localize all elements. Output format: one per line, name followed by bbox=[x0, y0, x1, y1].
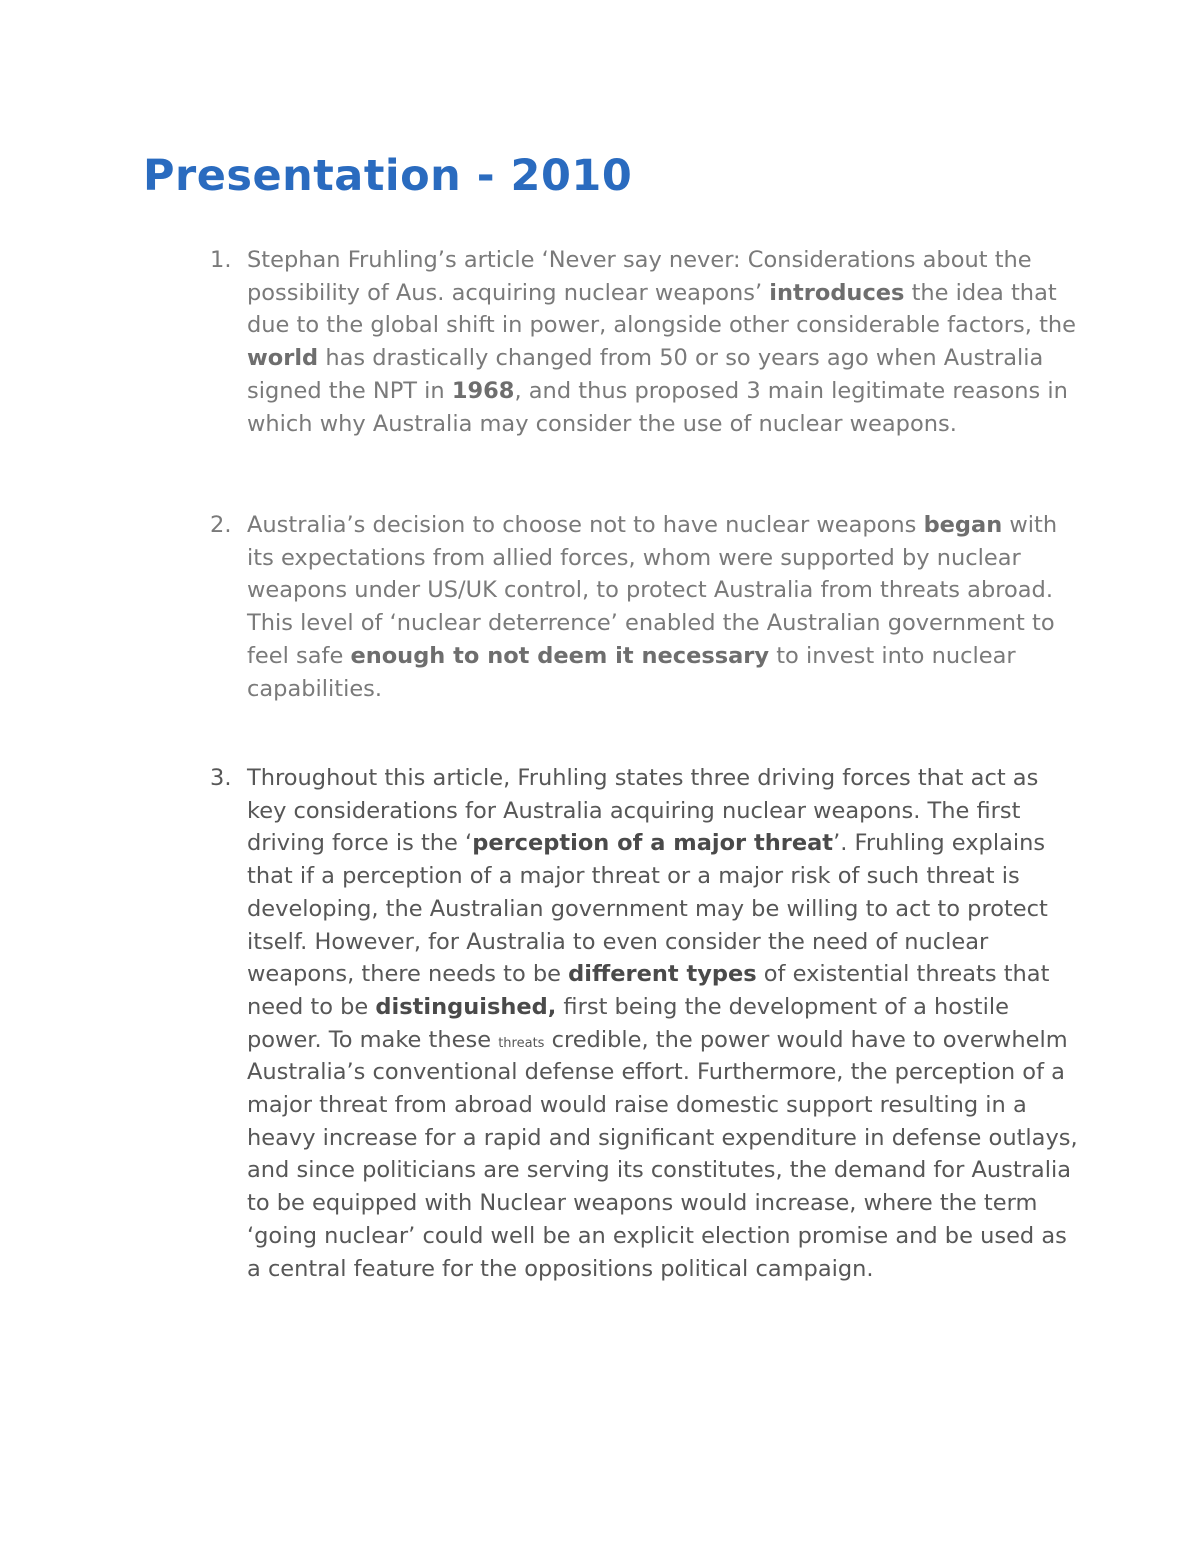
text-run: Throughout this article, Fruhling states three driving forces that act as key considerations for Australia acquiring nuclear weapons. The first driving force is the ‘ bbox=[247, 765, 1039, 857]
list-item-text bbox=[247, 762, 1080, 1285]
list-item-number: 3. bbox=[210, 765, 232, 791]
small-text: threats bbox=[498, 1035, 545, 1051]
bold-phrase: 1968 bbox=[451, 377, 515, 404]
text-run: of existential threats that need to be bbox=[247, 961, 1050, 1020]
text-run: , and thus proposed 3 main legitimate reasons in which why Australia may consider the use of nuclear weapons. bbox=[247, 377, 1068, 437]
list-item bbox=[210, 509, 1080, 705]
list-item-text bbox=[247, 244, 1080, 440]
bold-phrase: began bbox=[923, 512, 1003, 538]
list-item-number: 1. bbox=[210, 247, 232, 273]
bold-phrase: perception of a major threat bbox=[472, 830, 834, 857]
page-title: Presentation - 2010 bbox=[143, 151, 633, 201]
text-run: to invest into nuclear capabilities. bbox=[247, 642, 1016, 702]
bold-phrase: different types bbox=[568, 961, 757, 988]
bold-phrase: introduces bbox=[769, 279, 905, 306]
text-run: the idea that due to the global shift in power, alongside other considerable factors, the bbox=[247, 279, 1076, 339]
text-run: credible, the power would have to overwhelm Australia’s conventional defense effort. Furthermore, the perception of a major threat from abroad would raise domestic support resulting in a heavy increase for a rapid and significant expenditure in defense outlays, and since politicians are serving its constitutes, the demand for Australia to be equipped with Nuclear weapons would increase, where the term ‘going nuclear’ could well be an explicit election promise and be used as a central feature for the oppositions political campaign. bbox=[247, 1026, 1078, 1282]
bold-phrase: enough to not deem it necessary bbox=[350, 642, 770, 669]
text-run: Stephan Fruhling’s article ‘Never say never: Considerations about the possibility of Aus. acquiring nuclear weapons’ bbox=[247, 247, 1032, 306]
text-run: ’. Fruhling explains that if a perception of a major threat or a major risk of such threat is developing, the Australian government may be willing to act to protect itself. However, for Australia to even consider the need of nuclear weapons, there needs to be bbox=[247, 830, 1048, 988]
list-item bbox=[210, 244, 1080, 440]
text-run: has drastically changed from 50 or so years ago when Australia signed the NPT in bbox=[247, 345, 1044, 404]
text-run: first being the development of a hostile power. To make these bbox=[247, 993, 1009, 1053]
bold-phrase: distinguished, bbox=[375, 993, 557, 1020]
text-run: Australia’s decision to choose not to have nuclear weapons bbox=[247, 512, 924, 538]
list-item-text bbox=[247, 509, 1080, 705]
list-item-number: 2. bbox=[210, 512, 232, 538]
bold-phrase: world bbox=[247, 345, 319, 372]
list-item bbox=[210, 762, 1080, 1285]
text-run: with its expectations from allied forces, whom were supported by nuclear weapons under US/UK control, to protect Australia from threats abroad. This level of ‘nuclear deterrence’ enabled the Australian government to feel safe bbox=[247, 512, 1058, 669]
